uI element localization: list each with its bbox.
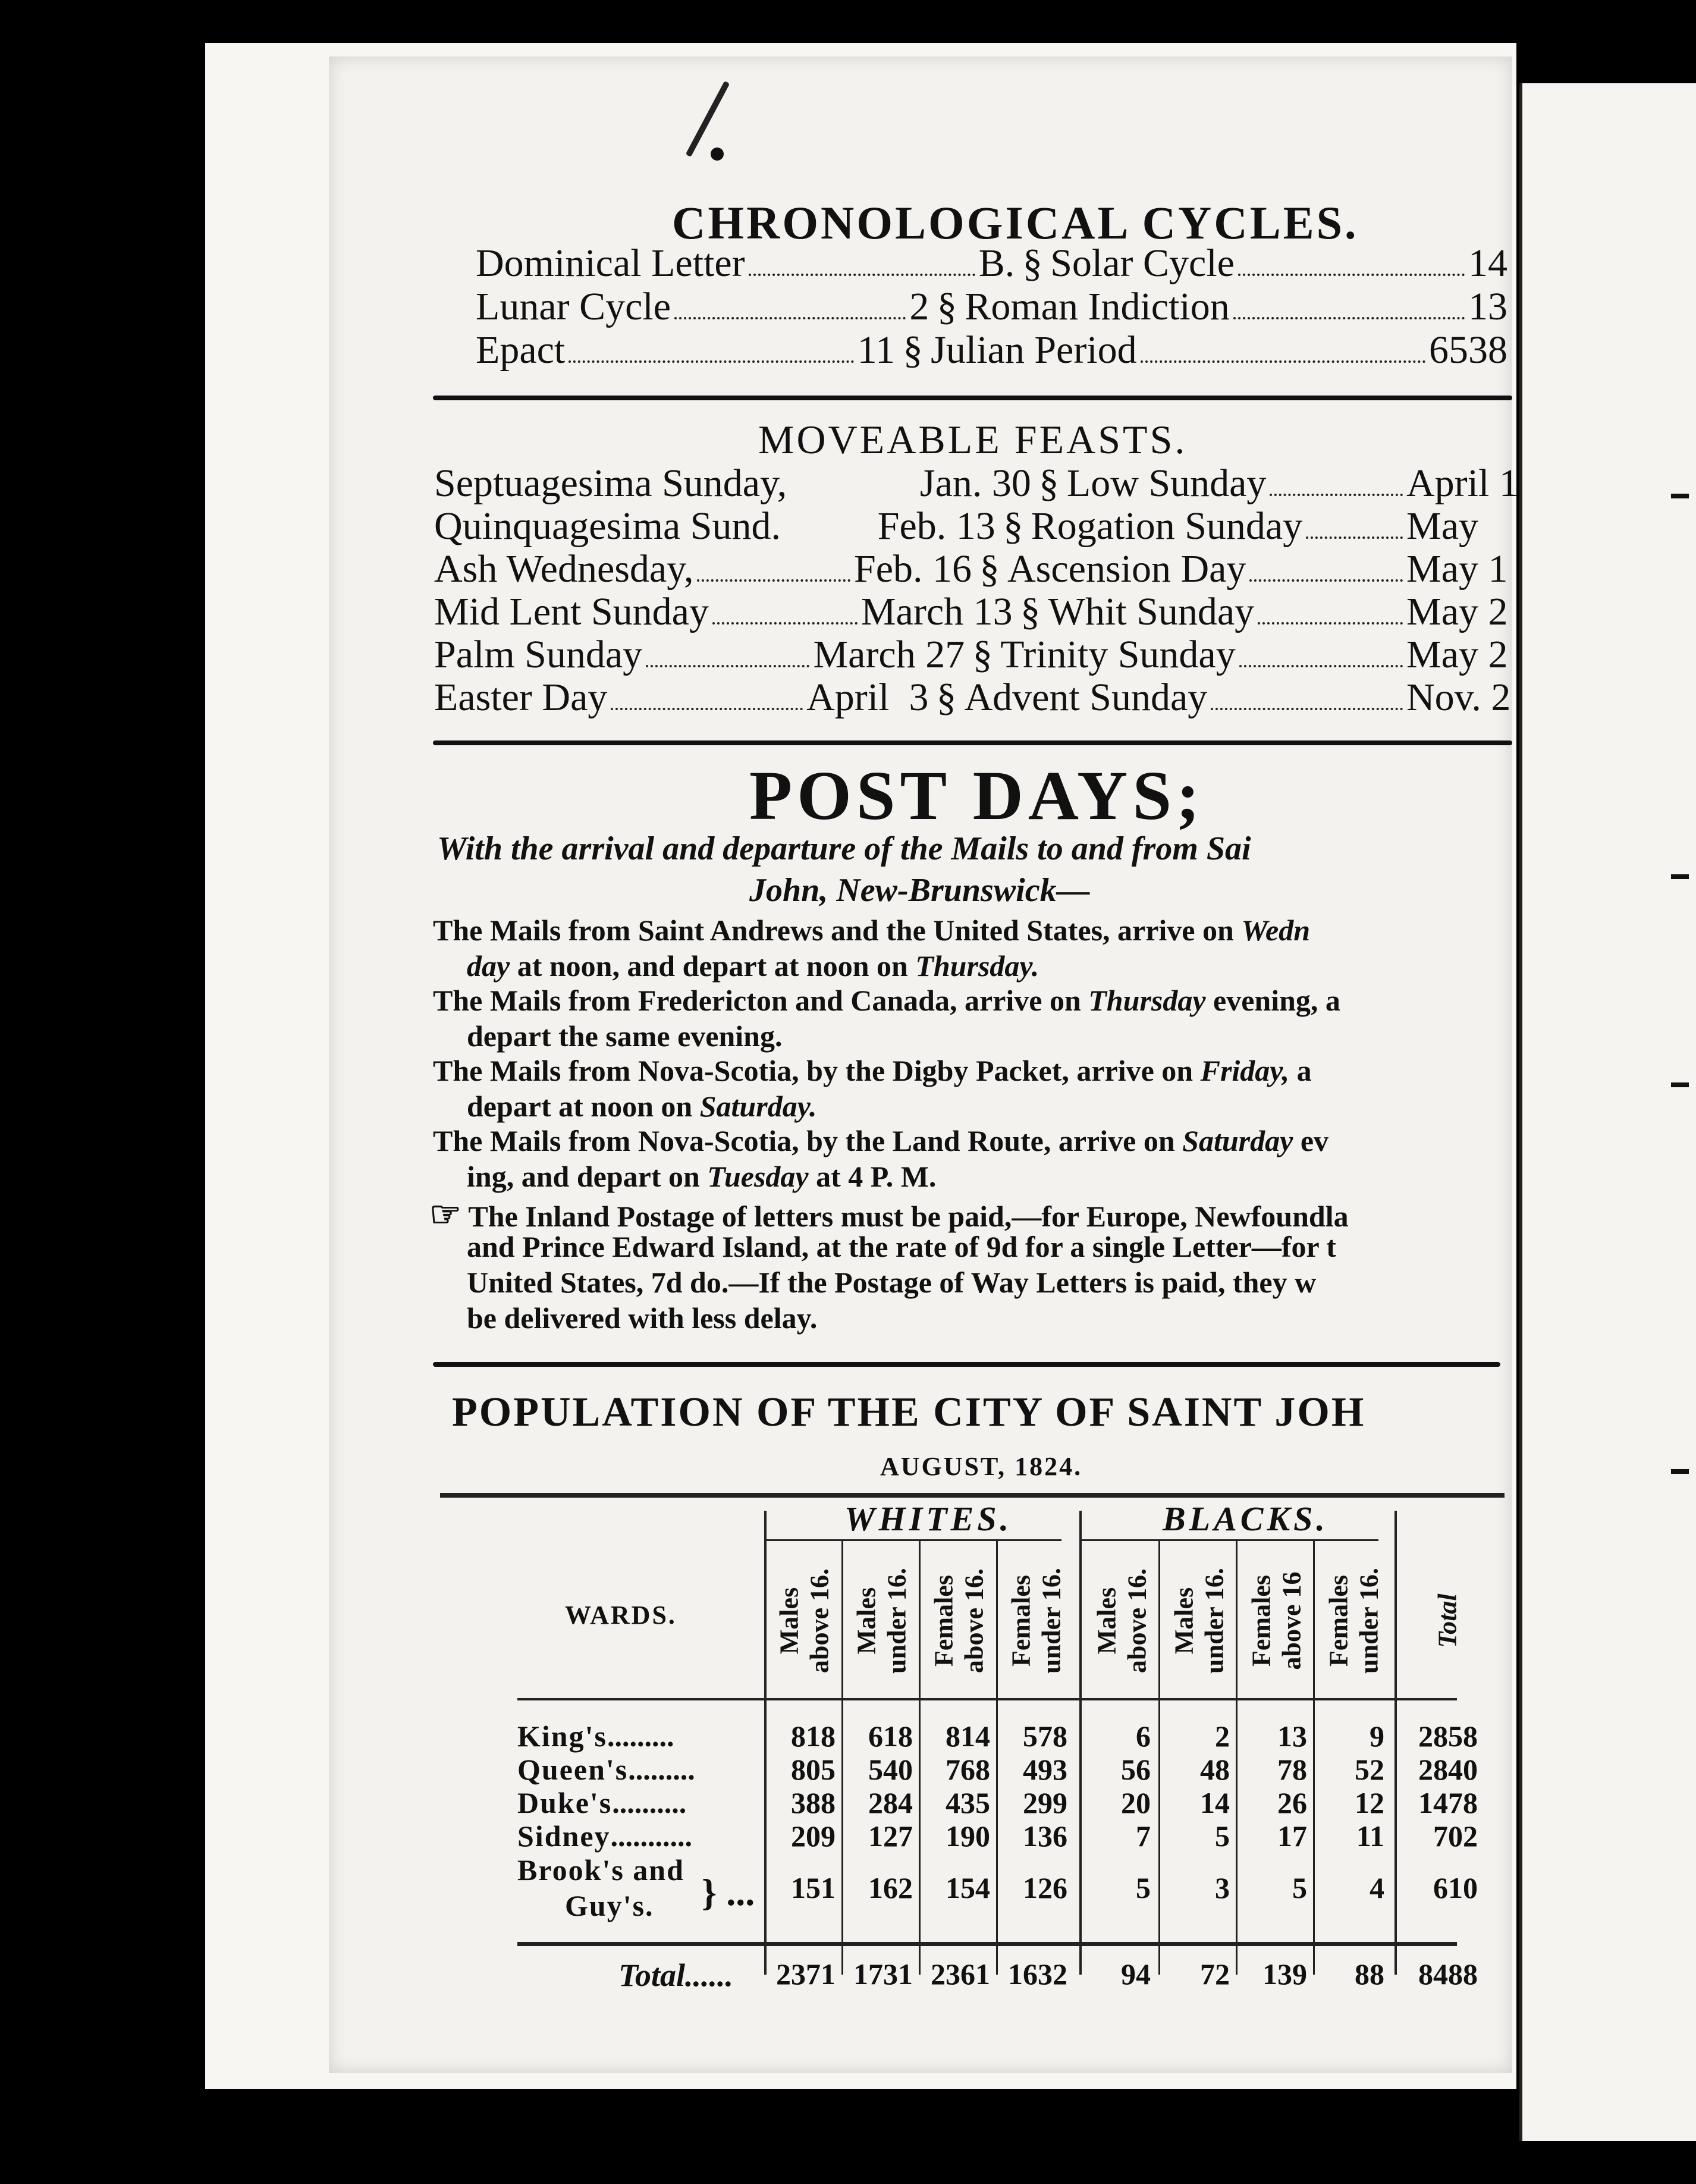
table-row bbox=[517, 1819, 692, 1853]
table-cell: 209 bbox=[791, 1819, 836, 1853]
table-cell: 78 bbox=[1277, 1753, 1307, 1786]
table-cell: 5 bbox=[1292, 1871, 1307, 1904]
edge-mark bbox=[1671, 494, 1689, 498]
brace bbox=[702, 1871, 755, 1915]
feast-row bbox=[434, 461, 1519, 506]
table-cell: 284 bbox=[868, 1786, 913, 1819]
total-cell: 72 bbox=[1200, 1957, 1230, 1991]
cycle-label: Solar Cycle bbox=[1050, 241, 1235, 285]
table-cell: 14 bbox=[1200, 1786, 1230, 1819]
population-date: AUGUST, 1824. bbox=[880, 1452, 1083, 1481]
table-cell: 136 bbox=[1023, 1819, 1067, 1853]
table-cell: 493 bbox=[1023, 1753, 1067, 1786]
table-cell: 435 bbox=[946, 1786, 990, 1819]
table-cell: 702 bbox=[1433, 1819, 1478, 1853]
table-cell: 151 bbox=[791, 1871, 836, 1904]
column-rule bbox=[1395, 1511, 1397, 1975]
table-row bbox=[517, 1853, 684, 1887]
text-run: Saturday. bbox=[699, 1090, 817, 1123]
text-run: at noon, and depart at noon on bbox=[510, 949, 916, 983]
table-cell: 2 bbox=[1215, 1719, 1230, 1753]
text-run: The Mails from Nova-Scotia, by the Land Route, arrive on bbox=[433, 1124, 1183, 1157]
cycle-label: Epact bbox=[476, 328, 566, 372]
leader-dots bbox=[674, 317, 906, 319]
table-cell: 11 bbox=[1356, 1819, 1384, 1853]
feast-label: Mid Lent Sunday bbox=[434, 590, 709, 633]
cycle-label: Lunar Cycle bbox=[476, 285, 671, 328]
table-cell: 2858 bbox=[1418, 1719, 1478, 1753]
cycle-value: 11 bbox=[857, 328, 896, 372]
mail-paragraph-continued bbox=[467, 1159, 936, 1194]
table-cell: 48 bbox=[1200, 1753, 1230, 1786]
leader-dots bbox=[749, 274, 975, 276]
text-run: day bbox=[467, 949, 510, 983]
leader-dots bbox=[1270, 494, 1403, 496]
leader-dots bbox=[1258, 622, 1403, 625]
text-run: at 4 P. M. bbox=[808, 1160, 937, 1193]
feast-label: Ascension Day bbox=[1007, 547, 1246, 591]
table-cell: 56 bbox=[1121, 1753, 1151, 1786]
cycle-label: Dominical Letter bbox=[476, 241, 745, 285]
column-header bbox=[1161, 1546, 1238, 1695]
ink-dot bbox=[711, 148, 724, 161]
section-sign: § bbox=[1022, 241, 1042, 285]
total-cell: 88 bbox=[1355, 1957, 1384, 1991]
post-days-subtitle: With the arrival and departure of the Mails to and from Sai bbox=[437, 830, 1251, 867]
cycle-value: 13 bbox=[1468, 285, 1508, 328]
section-sign: § bbox=[903, 328, 923, 372]
column-header bbox=[766, 1546, 843, 1695]
table-cell: 52 bbox=[1355, 1753, 1384, 1786]
mail-paragraph-continued: depart the same evening. bbox=[467, 1019, 783, 1053]
section-sign: § bbox=[936, 676, 956, 719]
text-run: The Mails from Saint Andrews and the United States, arrive on bbox=[433, 914, 1242, 947]
feast-label: Easter Day bbox=[434, 676, 608, 719]
column-header-text: Total bbox=[1433, 1593, 1462, 1648]
group-underline bbox=[1081, 1539, 1378, 1541]
total-rule bbox=[517, 1942, 1457, 1946]
column-header bbox=[1315, 1546, 1393, 1695]
section-rule bbox=[433, 396, 1512, 400]
text-run: ing, and depart on bbox=[467, 1160, 708, 1193]
leader-dots: .......... bbox=[612, 1786, 687, 1819]
total-cell: 2371 bbox=[776, 1957, 836, 1991]
leader-dots bbox=[1306, 536, 1403, 539]
group-underline bbox=[764, 1539, 1061, 1541]
total-cell: 2361 bbox=[931, 1957, 990, 1991]
section-sign: § bbox=[1020, 590, 1041, 633]
table-cell: 610 bbox=[1433, 1871, 1478, 1904]
ward-name: Brook's and bbox=[517, 1853, 684, 1887]
column-header bbox=[1083, 1546, 1161, 1695]
text-run: Thursday. bbox=[915, 949, 1039, 983]
feast-date: March 13 bbox=[860, 590, 1013, 633]
text-run: Tuesday bbox=[707, 1160, 809, 1193]
text-run: depart at noon on bbox=[467, 1090, 700, 1123]
mail-paragraph bbox=[433, 1124, 1328, 1158]
ward-name: Guy's. bbox=[565, 1889, 654, 1922]
table-top-rule bbox=[440, 1493, 1505, 1498]
ward-name: Duke's bbox=[517, 1786, 613, 1819]
mail-paragraph-continued bbox=[467, 1089, 817, 1124]
table-cell: 388 bbox=[791, 1786, 836, 1819]
mail-paragraph-continued bbox=[467, 949, 1039, 983]
total-cell: 8488 bbox=[1418, 1957, 1478, 1991]
leader-dots bbox=[1239, 665, 1403, 667]
column-header-text: Females above 16 bbox=[1246, 1571, 1306, 1670]
ward-name: Queen's bbox=[517, 1753, 629, 1786]
total-label: Total...... bbox=[618, 1957, 734, 1993]
cycle-value: 6538 bbox=[1429, 328, 1507, 372]
table-row bbox=[517, 1752, 695, 1787]
leader-dots: ......... bbox=[628, 1753, 695, 1786]
table-cell: 126 bbox=[1023, 1871, 1067, 1904]
whites-group-header: WHITES. bbox=[844, 1499, 1013, 1538]
feast-date: April 3 bbox=[806, 676, 929, 719]
column-header bbox=[998, 1546, 1075, 1695]
table-cell: 6 bbox=[1136, 1719, 1151, 1753]
postage-note-continued: be delivered with less delay. bbox=[467, 1301, 818, 1335]
table-cell: 805 bbox=[791, 1753, 836, 1786]
leader-dots bbox=[1233, 317, 1465, 319]
table-cell: 299 bbox=[1023, 1786, 1067, 1819]
total-cell: 1731 bbox=[853, 1957, 913, 1991]
table-cell: 12 bbox=[1355, 1786, 1384, 1819]
feast-label: Rogation Sunday bbox=[1031, 504, 1303, 548]
text-run: ev bbox=[1293, 1124, 1329, 1157]
wards-header: WARDS. bbox=[565, 1601, 677, 1630]
leader-dots bbox=[712, 622, 858, 625]
post-days-title: POST DAYS; bbox=[749, 757, 1205, 834]
feast-row bbox=[434, 632, 1519, 677]
header-rule bbox=[517, 1698, 1457, 1700]
feast-row bbox=[434, 504, 1519, 549]
table-cell: 818 bbox=[791, 1719, 836, 1753]
section-sign: § bbox=[937, 285, 957, 328]
section-sign: § bbox=[972, 633, 993, 676]
cycle-label: Roman Indiction bbox=[965, 285, 1230, 328]
table-cell: 9 bbox=[1370, 1719, 1384, 1753]
feast-date: March 27 bbox=[813, 633, 965, 676]
edge-mark bbox=[1671, 1082, 1689, 1087]
feast-label: Trinity Sunday bbox=[1000, 633, 1236, 676]
feast-row bbox=[434, 589, 1519, 635]
feast-label: Low Sunday bbox=[1066, 462, 1267, 505]
column-header bbox=[843, 1546, 921, 1695]
text-run: The Mails from Nova-Scotia, by the Digby Packet, arrive on bbox=[433, 1054, 1201, 1087]
section-rule bbox=[433, 740, 1512, 745]
text-run: evening, a bbox=[1205, 984, 1340, 1017]
leader-dots bbox=[1238, 274, 1465, 276]
leader-dots: ........... bbox=[610, 1819, 693, 1853]
table-cell: 162 bbox=[868, 1871, 913, 1904]
edge-mark bbox=[1671, 1469, 1689, 1474]
cycle-value: B. bbox=[978, 241, 1015, 285]
population-table bbox=[440, 1493, 1505, 1993]
feast-date: Nov. 2 bbox=[1406, 676, 1511, 719]
table-cell: 190 bbox=[946, 1819, 990, 1853]
leader-dots bbox=[1249, 579, 1403, 582]
postage-note-continued: and Prince Edward Island, at the rate of 9d for a single Letter—for t bbox=[467, 1230, 1336, 1263]
ward-name: King's bbox=[517, 1719, 607, 1753]
mail-paragraph bbox=[433, 1053, 1312, 1088]
table-cell: 5 bbox=[1136, 1871, 1151, 1904]
table-cell: 26 bbox=[1277, 1786, 1307, 1819]
section-sign: § bbox=[1003, 504, 1023, 548]
table-cell: 7 bbox=[1136, 1819, 1151, 1853]
ward-name: Sidney bbox=[517, 1819, 611, 1853]
column-header-text: Females under 16. bbox=[1324, 1568, 1383, 1674]
leader-dots: ......... bbox=[607, 1719, 674, 1753]
feast-label: Quinquagesima Sund. bbox=[434, 504, 781, 548]
column-header-text: Males under 16. bbox=[1169, 1568, 1229, 1674]
table-row-continued bbox=[565, 1888, 654, 1923]
leader-dots: } ... bbox=[702, 1871, 755, 1913]
table-cell: 154 bbox=[946, 1871, 990, 1904]
table-cell: 5 bbox=[1215, 1819, 1230, 1853]
cycle-row bbox=[476, 328, 1507, 373]
leader-dots bbox=[569, 360, 853, 363]
table-cell: 618 bbox=[868, 1719, 913, 1753]
section-rule bbox=[433, 1362, 1500, 1367]
blacks-group-header: BLACKS. bbox=[1163, 1499, 1328, 1538]
mail-paragraph bbox=[433, 983, 1340, 1018]
feast-date: Feb. 13 bbox=[877, 504, 995, 548]
leader-dots bbox=[697, 579, 850, 582]
chronological-cycles-title: CHRONOLOGICAL CYCLES. bbox=[672, 197, 1359, 249]
table-cell: 4 bbox=[1370, 1871, 1384, 1904]
population-title: POPULATION OF THE CITY OF SAINT JOH bbox=[452, 1389, 1366, 1435]
feast-date: May 1 bbox=[1406, 547, 1508, 591]
cycle-value: 14 bbox=[1468, 241, 1508, 285]
total-cell: 1632 bbox=[1008, 1957, 1067, 1991]
column-header bbox=[921, 1546, 998, 1695]
feast-date: Feb. 16 bbox=[854, 547, 972, 591]
feast-date: May 2 bbox=[1406, 590, 1508, 633]
column-header-text: Males under 16. bbox=[852, 1568, 911, 1674]
table-cell: 768 bbox=[946, 1753, 990, 1786]
text-run: Wedn bbox=[1241, 914, 1311, 947]
postage-note-continued: United States, 7d do.—If the Postage of Way Letters is paid, they w bbox=[467, 1266, 1317, 1299]
table-cell: 578 bbox=[1023, 1719, 1067, 1753]
table-cell: 540 bbox=[868, 1753, 913, 1786]
adjacent-page-strip bbox=[1522, 83, 1696, 2141]
leader-dots bbox=[1141, 360, 1425, 363]
column-header-text: Females above 16. bbox=[929, 1568, 988, 1673]
feast-date: May 2 bbox=[1406, 633, 1508, 676]
table-row bbox=[517, 1786, 686, 1820]
edge-mark bbox=[1671, 874, 1689, 879]
text-run: The Mails from Fredericton and Canada, arrive on bbox=[433, 984, 1089, 1017]
section-sign: § bbox=[1039, 462, 1059, 505]
table-cell: 2840 bbox=[1418, 1753, 1478, 1786]
cycle-row bbox=[476, 284, 1507, 330]
table-cell: 20 bbox=[1121, 1786, 1151, 1819]
text-run: The Inland Postage of letters must be paid,—for Europe, Newfoundla bbox=[468, 1200, 1349, 1233]
cycle-label: Julian Period bbox=[931, 328, 1137, 372]
feast-date: April 1 bbox=[1406, 462, 1519, 505]
feast-label: Septuagesima Sunday, bbox=[434, 462, 787, 505]
table-cell: 127 bbox=[868, 1819, 913, 1853]
cycle-value: 2 bbox=[909, 285, 929, 328]
feast-date: Jan. 30 bbox=[919, 462, 1031, 505]
moveable-feasts-title: MOVEABLE FEASTS. bbox=[758, 417, 1188, 462]
feast-label: Ash Wednesday, bbox=[434, 547, 694, 591]
column-header bbox=[1238, 1546, 1315, 1695]
feast-row bbox=[434, 547, 1519, 592]
mail-paragraph bbox=[433, 913, 1310, 947]
total-cell: 94 bbox=[1121, 1957, 1151, 1991]
feast-label: Palm Sunday bbox=[434, 633, 643, 676]
table-cell: 17 bbox=[1277, 1819, 1307, 1853]
feast-label: Advent Sunday bbox=[964, 676, 1208, 719]
text-run: a bbox=[1289, 1054, 1312, 1087]
column-header-text: Females under 16. bbox=[1006, 1568, 1066, 1674]
table-cell: 3 bbox=[1215, 1871, 1230, 1904]
table-cell: 814 bbox=[946, 1719, 990, 1753]
table-cell: 13 bbox=[1277, 1719, 1307, 1753]
text-run: Thursday bbox=[1088, 984, 1206, 1017]
text-run: Saturday bbox=[1182, 1124, 1293, 1157]
column-header bbox=[1409, 1546, 1487, 1695]
pointing-hand-icon: ☞ bbox=[429, 1195, 461, 1234]
total-cell: 139 bbox=[1262, 1957, 1307, 1991]
column-header-text: Males above 16. bbox=[774, 1568, 834, 1673]
section-sign: § bbox=[979, 547, 1000, 591]
leader-dots bbox=[1211, 708, 1403, 710]
leader-dots bbox=[646, 665, 809, 667]
column-header-text: Males above 16. bbox=[1092, 1568, 1151, 1673]
feast-label: Whit Sunday bbox=[1048, 590, 1255, 633]
leader-dots bbox=[611, 708, 803, 710]
text-run: Friday, bbox=[1200, 1054, 1290, 1087]
table-row bbox=[517, 1719, 674, 1753]
post-days-subtitle: John, New-Brunswick— bbox=[749, 872, 1090, 909]
feast-date: May bbox=[1406, 504, 1478, 548]
cycle-row bbox=[476, 241, 1507, 286]
table-cell: 1478 bbox=[1418, 1786, 1478, 1819]
feast-row bbox=[434, 675, 1519, 720]
